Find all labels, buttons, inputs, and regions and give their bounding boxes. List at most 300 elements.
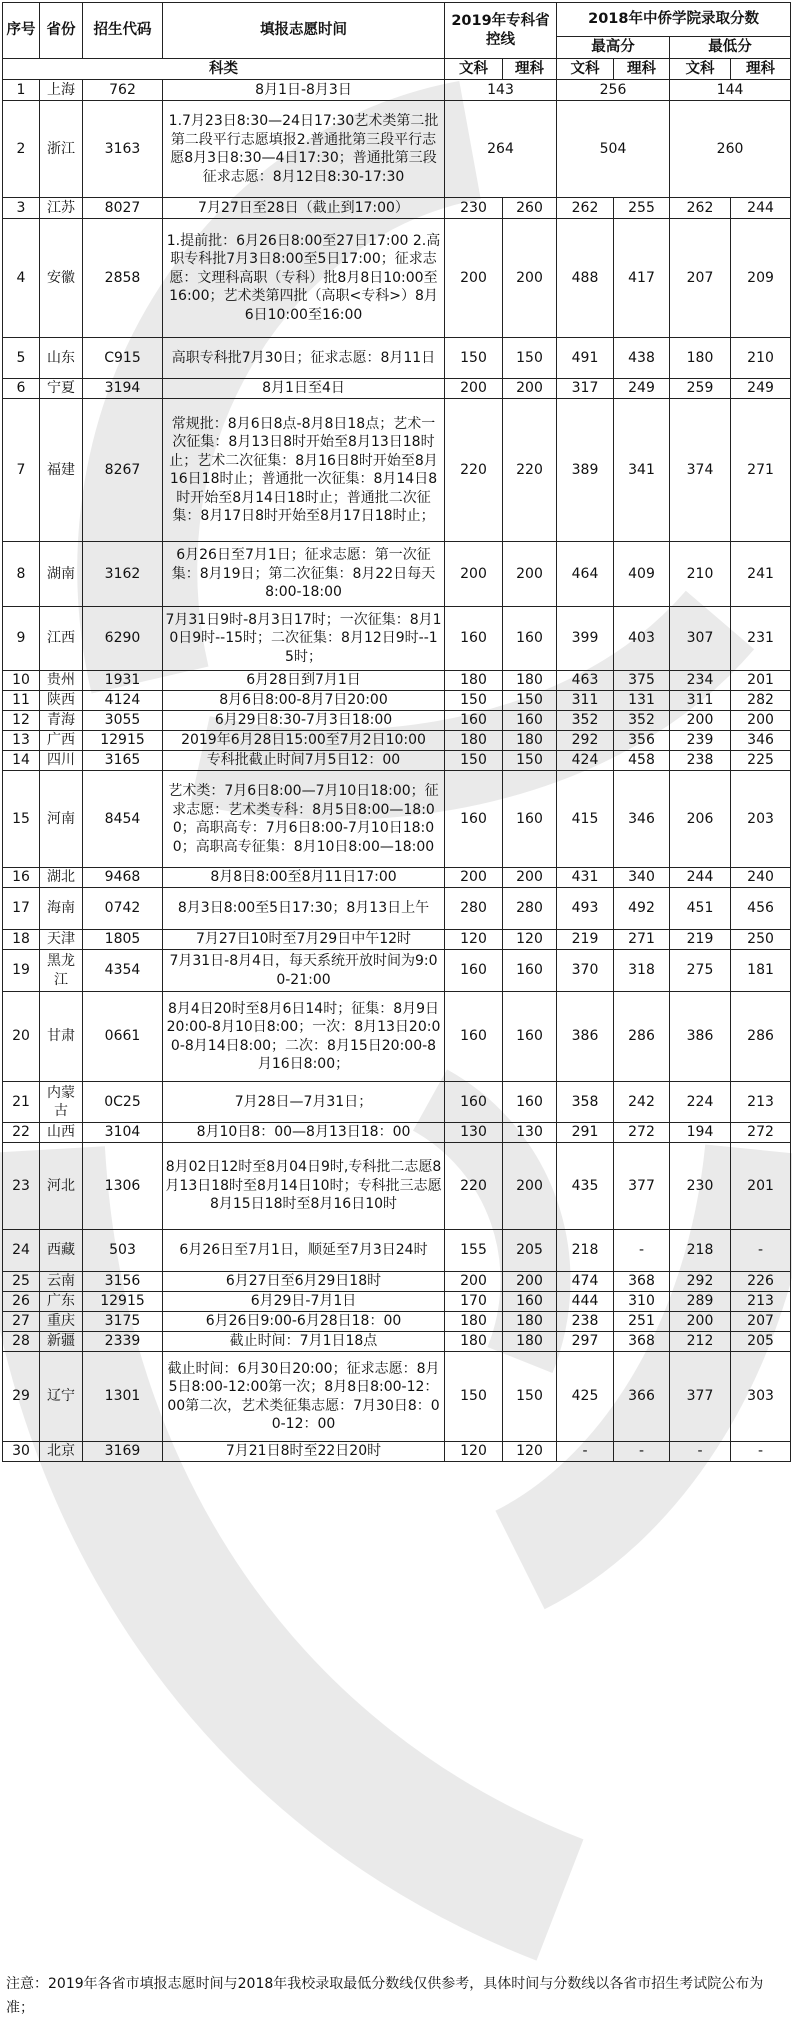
header-wen-1: 文科 — [445, 59, 503, 80]
cell-time: 7月21日8时至22日20时 — [163, 1442, 445, 1462]
cell-min-score-wen: 377 — [670, 1352, 731, 1442]
cell-time: 8月3日8:00至5日17:30；8月13日上午 — [163, 888, 445, 930]
cell-control-line-wen: 170 — [445, 1292, 503, 1312]
cell-min-score: 144 — [670, 80, 791, 101]
cell-control-line: 264 — [445, 101, 557, 198]
cell-min-score-wen: 275 — [670, 950, 731, 992]
admission-table — [2, 2, 791, 1462]
cell-control-line-li: 200 — [503, 1143, 557, 1230]
cell-seq: 18 — [3, 930, 40, 950]
cell-control-line-li: 160 — [503, 950, 557, 992]
cell-time: 6月29日-7月1日 — [163, 1292, 445, 1312]
cell-min-score-li: 456 — [731, 888, 791, 930]
cell-min-score-li: 205 — [731, 1332, 791, 1352]
cell-seq: 14 — [3, 751, 40, 771]
cell-code: 3163 — [83, 101, 163, 198]
cell-seq: 25 — [3, 1272, 40, 1292]
cell-min-score-wen: 207 — [670, 219, 731, 338]
cell-control-line-wen: 200 — [445, 868, 503, 888]
table-row — [3, 1230, 791, 1272]
cell-max-score-wen: 493 — [557, 888, 614, 930]
cell-control-line-wen: 220 — [445, 399, 503, 542]
cell-seq: 24 — [3, 1230, 40, 1272]
cell-max-score-li: 131 — [614, 691, 670, 711]
cell-max-score-li: 286 — [614, 992, 670, 1082]
cell-max-score-li: 458 — [614, 751, 670, 771]
cell-min-score-li: 240 — [731, 868, 791, 888]
cell-control-line-wen: 200 — [445, 1272, 503, 1292]
cell-min-score-wen: 206 — [670, 771, 731, 868]
cell-max-score-wen: 262 — [557, 198, 614, 219]
header-admission-scores: 2018年中侨学院录取分数 — [557, 3, 791, 37]
cell-control-line-li: 120 — [503, 930, 557, 950]
cell-max-score-li: 249 — [614, 379, 670, 399]
cell-control-line-li: 150 — [503, 338, 557, 379]
table-row — [3, 219, 791, 338]
cell-seq: 29 — [3, 1352, 40, 1442]
cell-control-line-li: 150 — [503, 1352, 557, 1442]
cell-code: 6290 — [83, 607, 163, 671]
header-category: 科类 — [3, 59, 445, 80]
cell-province: 西藏 — [40, 1230, 83, 1272]
cell-max-score-wen: 317 — [557, 379, 614, 399]
cell-control-line-li: 160 — [503, 711, 557, 731]
table-row — [3, 379, 791, 399]
cell-min-score-wen: 194 — [670, 1123, 731, 1143]
cell-max-score-li: 341 — [614, 399, 670, 542]
cell-max-score-wen: 352 — [557, 711, 614, 731]
table-row — [3, 1272, 791, 1292]
cell-province: 广东 — [40, 1292, 83, 1312]
cell-control-line-li: 160 — [503, 1292, 557, 1312]
cell-time: 7月31日-8月4日，每天系统开放时间为9:00-21:00 — [163, 950, 445, 992]
cell-seq: 1 — [3, 80, 40, 101]
cell-control-line-li: 260 — [503, 198, 557, 219]
cell-code: 762 — [83, 80, 163, 101]
cell-code: 1306 — [83, 1143, 163, 1230]
cell-min-score-wen: 200 — [670, 1312, 731, 1332]
cell-max-score-wen: 389 — [557, 399, 614, 542]
cell-code: 4354 — [83, 950, 163, 992]
cell-max-score-wen: 415 — [557, 771, 614, 868]
table-row — [3, 992, 791, 1082]
cell-time: 6月26日至7月1日，顺延至7月3日24时 — [163, 1230, 445, 1272]
cell-min-score-wen: 311 — [670, 691, 731, 711]
cell-min-score-li: 303 — [731, 1352, 791, 1442]
cell-province: 湖南 — [40, 542, 83, 607]
cell-max-score-li: 366 — [614, 1352, 670, 1442]
cell-min-score-wen: 244 — [670, 868, 731, 888]
cell-control-line-wen: 180 — [445, 731, 503, 751]
cell-min-score-wen: 307 — [670, 607, 731, 671]
cell-max-score-wen: 431 — [557, 868, 614, 888]
table-row — [3, 1292, 791, 1312]
cell-min-score-li: 203 — [731, 771, 791, 868]
cell-province: 天津 — [40, 930, 83, 950]
cell-code: 0742 — [83, 888, 163, 930]
cell-code: C915 — [83, 338, 163, 379]
cell-province: 上海 — [40, 80, 83, 101]
cell-control-line-li: 200 — [503, 219, 557, 338]
cell-control-line-li: 180 — [503, 1312, 557, 1332]
cell-control-line-li: 180 — [503, 1332, 557, 1352]
cell-province: 宁夏 — [40, 379, 83, 399]
table-row — [3, 1143, 791, 1230]
cell-max-score-wen: 424 — [557, 751, 614, 771]
cell-time: 截止时间：6月30日20:00；征求志愿：8月5日8:00-12:00第一次；8月8日8:00-12：00第二次，艺术类征集志愿：7月30日8：00-12：00 — [163, 1352, 445, 1442]
cell-control-line-wen: 180 — [445, 1332, 503, 1352]
header-max-score: 最高分 — [557, 37, 670, 59]
cell-max-score-li: 271 — [614, 930, 670, 950]
cell-time: 6月27日至6月29日18时 — [163, 1272, 445, 1292]
cell-min-score-li: 209 — [731, 219, 791, 338]
cell-max-score-li: 356 — [614, 731, 670, 751]
cell-min-score-wen: 374 — [670, 399, 731, 542]
cell-max-score: 256 — [557, 80, 670, 101]
cell-min-score-wen: 292 — [670, 1272, 731, 1292]
cell-province: 贵州 — [40, 671, 83, 691]
cell-code: 3162 — [83, 542, 163, 607]
cell-code: 12915 — [83, 731, 163, 751]
cell-min-score-li: 286 — [731, 992, 791, 1082]
cell-time: 1.7月23日8:30—24日17:30艺术类第二批第二段平行志愿填报2.普通批第三段平行志愿8月3日8:30—4日17:30；普通批第三段征求志愿：8月12日8:30-17:30 — [163, 101, 445, 198]
cell-min-score-li: 249 — [731, 379, 791, 399]
cell-province: 江西 — [40, 607, 83, 671]
cell-code: 8267 — [83, 399, 163, 542]
cell-control-line-li: 200 — [503, 379, 557, 399]
table-row — [3, 1123, 791, 1143]
cell-seq: 7 — [3, 399, 40, 542]
cell-seq: 28 — [3, 1332, 40, 1352]
cell-min-score-wen: 239 — [670, 731, 731, 751]
cell-time: 专科批截止时间7月5日12：00 — [163, 751, 445, 771]
table-row — [3, 1332, 791, 1352]
cell-min-score-li: 207 — [731, 1312, 791, 1332]
cell-min-score-wen: 262 — [670, 198, 731, 219]
header-wen-2: 文科 — [557, 59, 614, 80]
cell-control-line-li: 150 — [503, 691, 557, 711]
cell-province: 四川 — [40, 751, 83, 771]
cell-min-score-wen: 234 — [670, 671, 731, 691]
cell-control-line-li: 205 — [503, 1230, 557, 1272]
cell-control-line-li: 180 — [503, 731, 557, 751]
cell-max-score-wen: 311 — [557, 691, 614, 711]
cell-seq: 26 — [3, 1292, 40, 1312]
cell-province: 河北 — [40, 1143, 83, 1230]
cell-max-score-wen: 238 — [557, 1312, 614, 1332]
cell-max-score-wen: 435 — [557, 1143, 614, 1230]
cell-control-line-li: 280 — [503, 888, 557, 930]
cell-seq: 5 — [3, 338, 40, 379]
cell-seq: 8 — [3, 542, 40, 607]
cell-max-score-wen: 386 — [557, 992, 614, 1082]
cell-province: 山东 — [40, 338, 83, 379]
cell-max-score-wen: 491 — [557, 338, 614, 379]
cell-min-score-li: - — [731, 1442, 791, 1462]
header-li-2: 理科 — [614, 59, 670, 80]
cell-seq: 27 — [3, 1312, 40, 1332]
cell-time: 7月27日至28日（截止到17:00） — [163, 198, 445, 219]
cell-control-line-wen: 160 — [445, 950, 503, 992]
cell-seq: 13 — [3, 731, 40, 751]
cell-code: 3165 — [83, 751, 163, 771]
cell-time: 2019年6月28日15:00至7月2日10:00 — [163, 731, 445, 751]
cell-min-score-li: 250 — [731, 930, 791, 950]
cell-control-line-li: 200 — [503, 868, 557, 888]
cell-time: 7月28日—7月31日； — [163, 1082, 445, 1123]
cell-time: 6月26日9:00-6月28日18：00 — [163, 1312, 445, 1332]
cell-province: 黑龙江 — [40, 950, 83, 992]
cell-time: 高职专科批7月30日；征求志愿：8月11日 — [163, 338, 445, 379]
cell-max-score-wen: 358 — [557, 1082, 614, 1123]
cell-control-line-wen: 160 — [445, 711, 503, 731]
cell-max-score-wen: 292 — [557, 731, 614, 751]
footnote: 注意：2019年各省市填报志愿时间与2018年我校录取最低分数线仅供参考，具体时间与分数线以各省市招生考试院公布为准； — [6, 1976, 764, 2016]
cell-code: 0C25 — [83, 1082, 163, 1123]
cell-min-score-li: 210 — [731, 338, 791, 379]
table-row — [3, 691, 791, 711]
cell-seq: 2 — [3, 101, 40, 198]
cell-time: 8月1日至4日 — [163, 379, 445, 399]
header-li-3: 理科 — [731, 59, 791, 80]
cell-seq: 16 — [3, 868, 40, 888]
cell-province: 内蒙古 — [40, 1082, 83, 1123]
cell-max-score-li: 492 — [614, 888, 670, 930]
cell-time: 截止时间：7月1日18点 — [163, 1332, 445, 1352]
cell-control-line-wen: 120 — [445, 1442, 503, 1462]
header-seq: 序号 — [3, 3, 40, 59]
cell-max-score-li: 409 — [614, 542, 670, 607]
cell-province: 北京 — [40, 1442, 83, 1462]
cell-time: 8月10日8：00—8月13日18：00 — [163, 1123, 445, 1143]
cell-seq: 23 — [3, 1143, 40, 1230]
cell-min-score-li: 181 — [731, 950, 791, 992]
cell-max-score-wen: 297 — [557, 1332, 614, 1352]
cell-min-score-li: 346 — [731, 731, 791, 751]
cell-min-score-li: 231 — [731, 607, 791, 671]
cell-max-score-li: 255 — [614, 198, 670, 219]
cell-code: 3169 — [83, 1442, 163, 1462]
cell-seq: 4 — [3, 219, 40, 338]
cell-max-score-wen: 444 — [557, 1292, 614, 1312]
table-row — [3, 888, 791, 930]
cell-seq: 10 — [3, 671, 40, 691]
cell-min-score-wen: 386 — [670, 992, 731, 1082]
cell-time: 常规批：8月6日8点-8月8日18点；艺术一次征集：8月13日8时开始至8月13日18时止；艺术二次征集：8月16日8时开始至8月16日18时止；普通批一次征集：8月14日8时开始至8月14日18时止；普通批二次征集：8月17日8时开始至8月17日18时止； — [163, 399, 445, 542]
cell-code: 4124 — [83, 691, 163, 711]
cell-control-line-wen: 180 — [445, 1312, 503, 1332]
cell-max-score-li: 375 — [614, 671, 670, 691]
cell-code: 8027 — [83, 198, 163, 219]
header-min-score: 最低分 — [670, 37, 791, 59]
cell-seq: 30 — [3, 1442, 40, 1462]
cell-province: 山西 — [40, 1123, 83, 1143]
cell-control-line-wen: 160 — [445, 607, 503, 671]
cell-control-line: 143 — [445, 80, 557, 101]
cell-min-score-wen: 212 — [670, 1332, 731, 1352]
cell-min-score-wen: 218 — [670, 1230, 731, 1272]
cell-min-score-li: 213 — [731, 1082, 791, 1123]
cell-min-score-li: 213 — [731, 1292, 791, 1312]
table-row — [3, 771, 791, 868]
cell-code: 3156 — [83, 1272, 163, 1292]
cell-max-score-wen: 218 — [557, 1230, 614, 1272]
cell-min-score-wen: 238 — [670, 751, 731, 771]
table-row — [3, 198, 791, 219]
cell-code: 3104 — [83, 1123, 163, 1143]
header-time: 填报志愿时间 — [163, 3, 445, 59]
cell-control-line-li: 160 — [503, 1082, 557, 1123]
cell-time: 1.提前批：6月26日8:00至27日17:00 2.高职专科批7月3日8:00至5日17:00；征求志愿：文理科高职（专科）批8月8日10:00至16:00；艺术类第四批（高职<专科>）8月6日10:00至16:00 — [163, 219, 445, 338]
cell-control-line-li: 160 — [503, 607, 557, 671]
cell-min-score-wen: 224 — [670, 1082, 731, 1123]
cell-max-score-li: 346 — [614, 771, 670, 868]
cell-min-score-li: 200 — [731, 711, 791, 731]
cell-max-score-wen: 291 — [557, 1123, 614, 1143]
table-row — [3, 1082, 791, 1123]
cell-control-line-li: 220 — [503, 399, 557, 542]
cell-max-score-wen: 474 — [557, 1272, 614, 1292]
cell-control-line-wen: 150 — [445, 691, 503, 711]
table-row — [3, 542, 791, 607]
cell-province: 重庆 — [40, 1312, 83, 1332]
cell-time: 艺术类：7月6日8:00—7月10日18:00；征求志愿：艺术类专科：8月5日8:00—18:00；高职高专：7月6日8:00-7月10日18:00；高职高专征集：8月10日8:00—18:00 — [163, 771, 445, 868]
cell-seq: 19 — [3, 950, 40, 992]
cell-province: 江苏 — [40, 198, 83, 219]
cell-max-score: 504 — [557, 101, 670, 198]
cell-min-score-li: 282 — [731, 691, 791, 711]
cell-control-line-li: 130 — [503, 1123, 557, 1143]
header-code: 招生代码 — [83, 3, 163, 59]
cell-min-score-li: 271 — [731, 399, 791, 542]
cell-max-score-wen: 425 — [557, 1352, 614, 1442]
cell-province: 广西 — [40, 731, 83, 751]
table-row — [3, 930, 791, 950]
cell-control-line-wen: 150 — [445, 751, 503, 771]
table-row — [3, 950, 791, 992]
cell-min-score-li: 226 — [731, 1272, 791, 1292]
cell-max-score-li: 310 — [614, 1292, 670, 1312]
cell-control-line-wen: 160 — [445, 992, 503, 1082]
cell-control-line-li: 200 — [503, 542, 557, 607]
cell-time: 7月31日9时-8月3日17时；一次征集：8月10日9时--15时；二次征集：8月12日9时--15时； — [163, 607, 445, 671]
cell-max-score-wen: 219 — [557, 930, 614, 950]
cell-max-score-li: 403 — [614, 607, 670, 671]
cell-province: 河南 — [40, 771, 83, 868]
cell-min-score-wen: 210 — [670, 542, 731, 607]
cell-province: 青海 — [40, 711, 83, 731]
cell-code: 2339 — [83, 1332, 163, 1352]
cell-code: 1931 — [83, 671, 163, 691]
cell-max-score-li: 340 — [614, 868, 670, 888]
cell-province: 辽宁 — [40, 1352, 83, 1442]
cell-control-line-wen: 130 — [445, 1123, 503, 1143]
cell-seq: 3 — [3, 198, 40, 219]
cell-code: 9468 — [83, 868, 163, 888]
cell-seq: 11 — [3, 691, 40, 711]
cell-control-line-li: 180 — [503, 671, 557, 691]
table-row — [3, 1442, 791, 1462]
cell-province: 新疆 — [40, 1332, 83, 1352]
cell-code: 1805 — [83, 930, 163, 950]
cell-province: 浙江 — [40, 101, 83, 198]
cell-control-line-li: 160 — [503, 771, 557, 868]
cell-min-score-wen: 230 — [670, 1143, 731, 1230]
cell-max-score-wen: 463 — [557, 671, 614, 691]
table-body — [3, 80, 791, 1462]
cell-min-score-wen: 219 — [670, 930, 731, 950]
cell-control-line-wen: 155 — [445, 1230, 503, 1272]
cell-control-line-li: 150 — [503, 751, 557, 771]
cell-max-score-wen: 370 — [557, 950, 614, 992]
cell-min-score-wen: 289 — [670, 1292, 731, 1312]
cell-min-score-wen: 451 — [670, 888, 731, 930]
cell-min-score-wen: 259 — [670, 379, 731, 399]
table-row — [3, 101, 791, 198]
cell-seq: 6 — [3, 379, 40, 399]
cell-time: 7月27日10时至7月29日中午12时 — [163, 930, 445, 950]
table-row — [3, 1352, 791, 1442]
cell-control-line-wen: 150 — [445, 1352, 503, 1442]
cell-control-line-wen: 220 — [445, 1143, 503, 1230]
cell-control-line-wen: 200 — [445, 379, 503, 399]
table-row — [3, 751, 791, 771]
cell-time: 8月4日20时至8月6日14时；征集：8月9日20:00-8月10日8:00；一次：8月13日20:00-8月14日8:00；二次：8月15日20:00-8月16日8:00； — [163, 992, 445, 1082]
header-li-1: 理科 — [503, 59, 557, 80]
cell-seq: 17 — [3, 888, 40, 930]
cell-min-score-li: 225 — [731, 751, 791, 771]
cell-time: 8月02日12时至8月04日9时,专科批二志愿8月13日18时至8月14日10时；专科批三志愿8月15日18时至8月16日10时 — [163, 1143, 445, 1230]
cell-control-line-wen: 200 — [445, 219, 503, 338]
cell-province: 福建 — [40, 399, 83, 542]
cell-seq: 15 — [3, 771, 40, 868]
cell-code: 8454 — [83, 771, 163, 868]
cell-control-line-wen: 280 — [445, 888, 503, 930]
cell-control-line-li: 120 — [503, 1442, 557, 1462]
cell-seq: 9 — [3, 607, 40, 671]
cell-min-score-li: 272 — [731, 1123, 791, 1143]
cell-code: 3055 — [83, 711, 163, 731]
cell-control-line-li: 200 — [503, 1272, 557, 1292]
cell-province: 安徽 — [40, 219, 83, 338]
cell-min-score-wen: - — [670, 1442, 731, 1462]
cell-province: 甘肃 — [40, 992, 83, 1082]
cell-time: 6月28日到7月1日 — [163, 671, 445, 691]
cell-code: 1301 — [83, 1352, 163, 1442]
table-row — [3, 80, 791, 101]
table-row — [3, 711, 791, 731]
header-control-line: 2019年专科省控线 — [445, 3, 557, 59]
cell-min-score: 260 — [670, 101, 791, 198]
cell-time: 8月6日8:00-8月7日20:00 — [163, 691, 445, 711]
cell-code: 2858 — [83, 219, 163, 338]
cell-control-line-wen: 180 — [445, 671, 503, 691]
cell-min-score-wen: 180 — [670, 338, 731, 379]
cell-max-score-wen: 488 — [557, 219, 614, 338]
cell-seq: 20 — [3, 992, 40, 1082]
table-row — [3, 399, 791, 542]
cell-min-score-li: 244 — [731, 198, 791, 219]
cell-time: 6月29日8:30-7月3日18:00 — [163, 711, 445, 731]
cell-province: 海南 — [40, 888, 83, 930]
cell-code: 3175 — [83, 1312, 163, 1332]
cell-min-score-wen: 200 — [670, 711, 731, 731]
cell-control-line-wen: 160 — [445, 1082, 503, 1123]
cell-control-line-wen: 150 — [445, 338, 503, 379]
cell-min-score-li: 201 — [731, 671, 791, 691]
cell-time: 8月1日-8月3日 — [163, 80, 445, 101]
cell-control-line-wen: 120 — [445, 930, 503, 950]
